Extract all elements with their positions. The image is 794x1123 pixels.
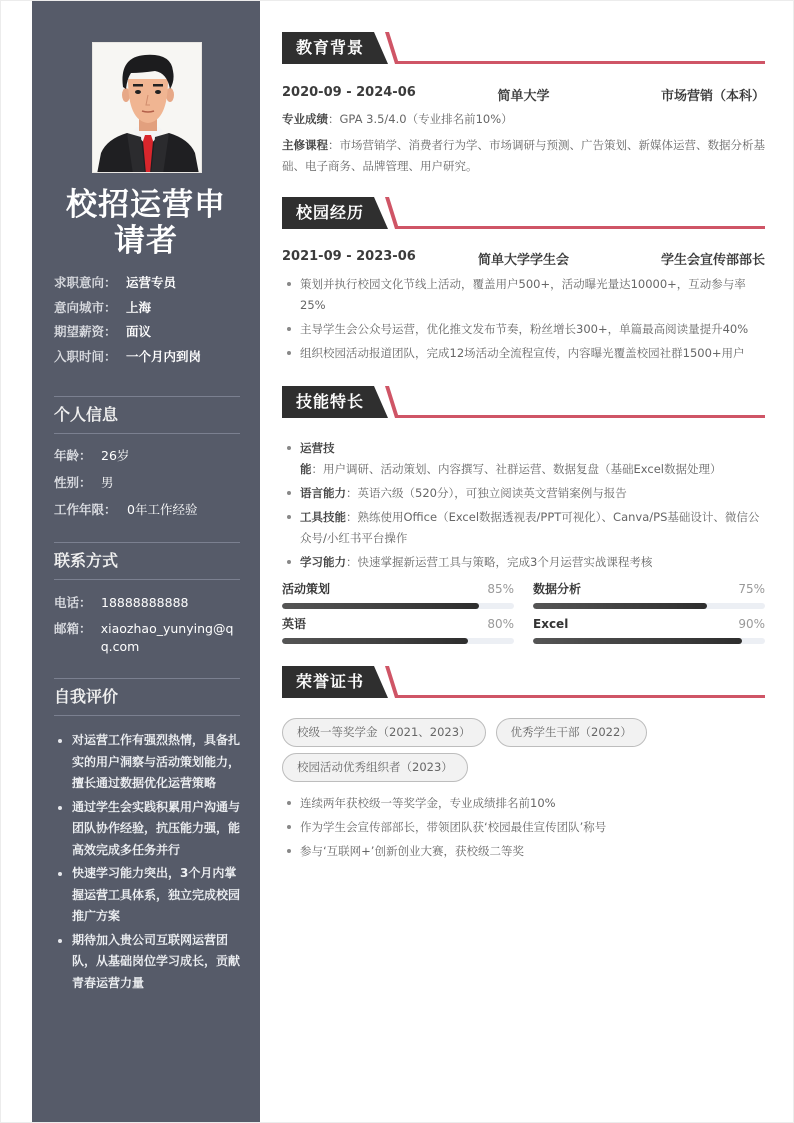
work-years-value: 0年工作经验: [127, 502, 198, 517]
campus-header: [282, 197, 765, 229]
intent-salary-value: 面议: [126, 324, 152, 339]
gender-label: 性别：: [54, 475, 92, 490]
campus-item: 主导学生会公众号运营，优化推文发布节奏，粉丝增长300+，单篇最高阅读量提升40%: [282, 319, 765, 340]
skill-bar: [282, 581, 514, 609]
honors-header: [282, 666, 765, 698]
self-evaluation-item: 对运营工作有强烈热情，具备扎实的用户洞察与活动策划能力，擅长通过数据优化运营策略: [54, 730, 240, 795]
honor-item: 作为学生会宣传部部长，带领团队获‘校园最佳宣传团队’称号: [282, 817, 765, 838]
education-row: [282, 85, 765, 104]
email-row: [54, 620, 240, 656]
self-evaluation-section: [54, 678, 240, 996]
phone-value[interactable]: 18888888888: [101, 595, 189, 610]
skill-bar-percent: 90%: [738, 617, 765, 631]
self-evaluation-title: 自我评价: [54, 678, 240, 716]
self-evaluation-list: [54, 716, 240, 994]
campus-title: 校园经历: [296, 203, 365, 222]
education-period: 2020-09 - 2024-06: [282, 85, 416, 100]
honor-item: 连续两年获校级一等奖学金，专业成绩排名前10%: [282, 793, 765, 814]
skill-label: 运营技: [300, 441, 335, 455]
skill-bar-name: 活动策划: [282, 582, 331, 596]
education-major: 市场营销（本科）: [660, 89, 765, 104]
honor-tag: 优秀学生干部（2022）: [496, 718, 647, 747]
applicant-name: 校招运营申请者: [66, 187, 226, 259]
skill-bar-percent: 75%: [738, 582, 765, 596]
skill-text: ：快速掌握新运营工具与策略，完成3个月运营实战课程考核: [346, 555, 653, 569]
honor-tags: [282, 718, 765, 782]
skill-label: 学习能力: [300, 555, 346, 569]
intent-start: [54, 347, 244, 372]
skill-text: ：用户调研、活动策划、内容撰写、社群运营、数据复盘（基础Excel数据处理）: [311, 462, 722, 476]
skill-bars: [282, 581, 765, 644]
sidebar: [32, 1, 260, 1122]
accent-line: [398, 415, 765, 418]
progress-track: [282, 638, 514, 644]
self-evaluation-item: 期待加入贵公司互联网运营团队，从基础岗位学习成长，贡献青春运营力量: [54, 930, 240, 995]
progress-track: [533, 603, 765, 609]
skill-bar: [533, 616, 765, 644]
skill-label: 工具技能: [300, 510, 346, 524]
skill-item: [282, 483, 765, 504]
personal-info-section: [54, 396, 240, 527]
intent-city: [54, 298, 244, 323]
accent-slash: [385, 32, 399, 64]
accent-slash: [385, 666, 399, 698]
avatar-portrait-icon: [93, 43, 202, 173]
honor-tag: 校级一等奖学金（2021、2023）: [282, 718, 486, 747]
progress-fill: [282, 603, 479, 609]
accent-line: [398, 61, 765, 64]
age-value: 26岁: [101, 448, 130, 463]
skill-item: [282, 507, 765, 549]
avatar: [92, 42, 202, 173]
gpa-value: ：GPA 3.5/4.0（专业排名前10%）: [328, 112, 513, 126]
intent-salary: [54, 322, 244, 347]
skill-text: ：英语六级（520分），可独立阅读英文营销案例与报告: [346, 486, 627, 500]
progress-fill: [533, 603, 707, 609]
intent-position-label: 求职意向：: [54, 275, 117, 290]
intent-salary-label: 期望薪资：: [54, 324, 117, 339]
self-evaluation-item: 通过学生会实践积累用户沟通与团队协作经验，抗压能力强，能高效完成多任务并行: [54, 797, 240, 862]
skills-title: 技能特长: [296, 392, 365, 411]
campus-item: 组织校园活动报道团队，完成12场活动全流程宣传，内容曝光覆盖校园社群1500+用户: [282, 343, 765, 364]
skill-label-cont: 能: [300, 462, 312, 476]
work-years-label: 工作年限：: [54, 502, 117, 517]
skill-bar-percent: 85%: [487, 582, 514, 596]
courses-label: 主修课程: [282, 138, 328, 152]
skill-bar-name: 数据分析: [533, 582, 582, 596]
skill-bar-percent: 80%: [487, 617, 514, 631]
phone-row: [54, 594, 240, 612]
progress-track: [533, 638, 765, 644]
campus-item: 策划并执行校园文化节线上活动，覆盖用户500+，活动曝光量达10000+，互动参与率25%: [282, 274, 765, 316]
honors-list: [282, 793, 765, 865]
intent-position: [54, 273, 244, 298]
skill-item: [282, 438, 765, 480]
skill-label: 语言能力: [300, 486, 346, 500]
accent-line: [398, 695, 765, 698]
progress-fill: [533, 638, 742, 644]
campus-list: [282, 274, 765, 367]
intent-city-value: 上海: [126, 299, 152, 315]
skill-bar-name: 英语: [282, 617, 307, 631]
skills-list: [282, 438, 765, 576]
education-gpa: [282, 109, 765, 130]
intent-start-label: 入职时间：: [54, 348, 117, 364]
age-row: [54, 447, 240, 465]
courses-value: ：市场营销学、消费者行为学、市场调研与预测、广告策划、新媒体运营、数据分析基础、电子商务、品牌管理、用户研究。: [282, 138, 765, 173]
campus-role: 学生会宣传部部长: [660, 253, 765, 268]
accent-slash: [385, 386, 399, 418]
education-header: [282, 32, 765, 64]
job-intent: [54, 273, 244, 371]
email-value[interactable]: xiaozhao_yunying@qq.com: [100, 621, 234, 654]
accent-slash: [385, 197, 399, 229]
skill-bar: [533, 581, 765, 609]
honors-title: 荣誉证书: [296, 672, 365, 691]
email-label: 邮箱：: [54, 621, 92, 636]
contact-title: 联系方式: [54, 542, 240, 580]
accent-line: [398, 226, 765, 229]
intent-position-value: 运营专员: [126, 275, 177, 290]
gender-value: 男: [101, 475, 114, 490]
honor-item: 参与‘互联网+’创新创业大赛，获校级二等奖: [282, 841, 765, 862]
education-title: 教育背景: [296, 38, 365, 57]
age-label: 年龄：: [54, 448, 92, 463]
campus-org: 简单大学学生会: [477, 253, 569, 268]
gpa-label: 专业成绩: [282, 112, 328, 126]
gender-row: [54, 474, 240, 492]
honor-tag: 校园活动优秀组织者（2023）: [282, 753, 468, 782]
phone-label: 电话：: [54, 595, 92, 610]
personal-info-title: 个人信息: [54, 396, 240, 434]
education-school: 简单大学: [497, 89, 550, 104]
work-years-row: [54, 501, 240, 519]
skill-text: ：熟练使用Office（Excel数据透视表/PPT可视化）、Canva/PS基础设计、微信公众号/小红书平台操作: [300, 510, 760, 545]
intent-city-label: 意向城市：: [54, 299, 117, 315]
campus-period: 2021-09 - 2023-06: [282, 249, 416, 264]
contact-section: [54, 542, 240, 664]
skills-header: [282, 386, 765, 418]
progress-fill: [282, 638, 468, 644]
progress-track: [282, 603, 514, 609]
skill-item: [282, 552, 765, 573]
skill-bar-name: Excel: [533, 617, 569, 631]
campus-row: [282, 249, 765, 268]
education-courses: [282, 135, 765, 177]
skill-bar: [282, 616, 514, 644]
intent-start-value: 一个月内到岗: [126, 348, 202, 364]
self-evaluation-item: 快速学习能力突出，3个月内掌握运营工具体系，独立完成校园推广方案: [54, 863, 240, 928]
